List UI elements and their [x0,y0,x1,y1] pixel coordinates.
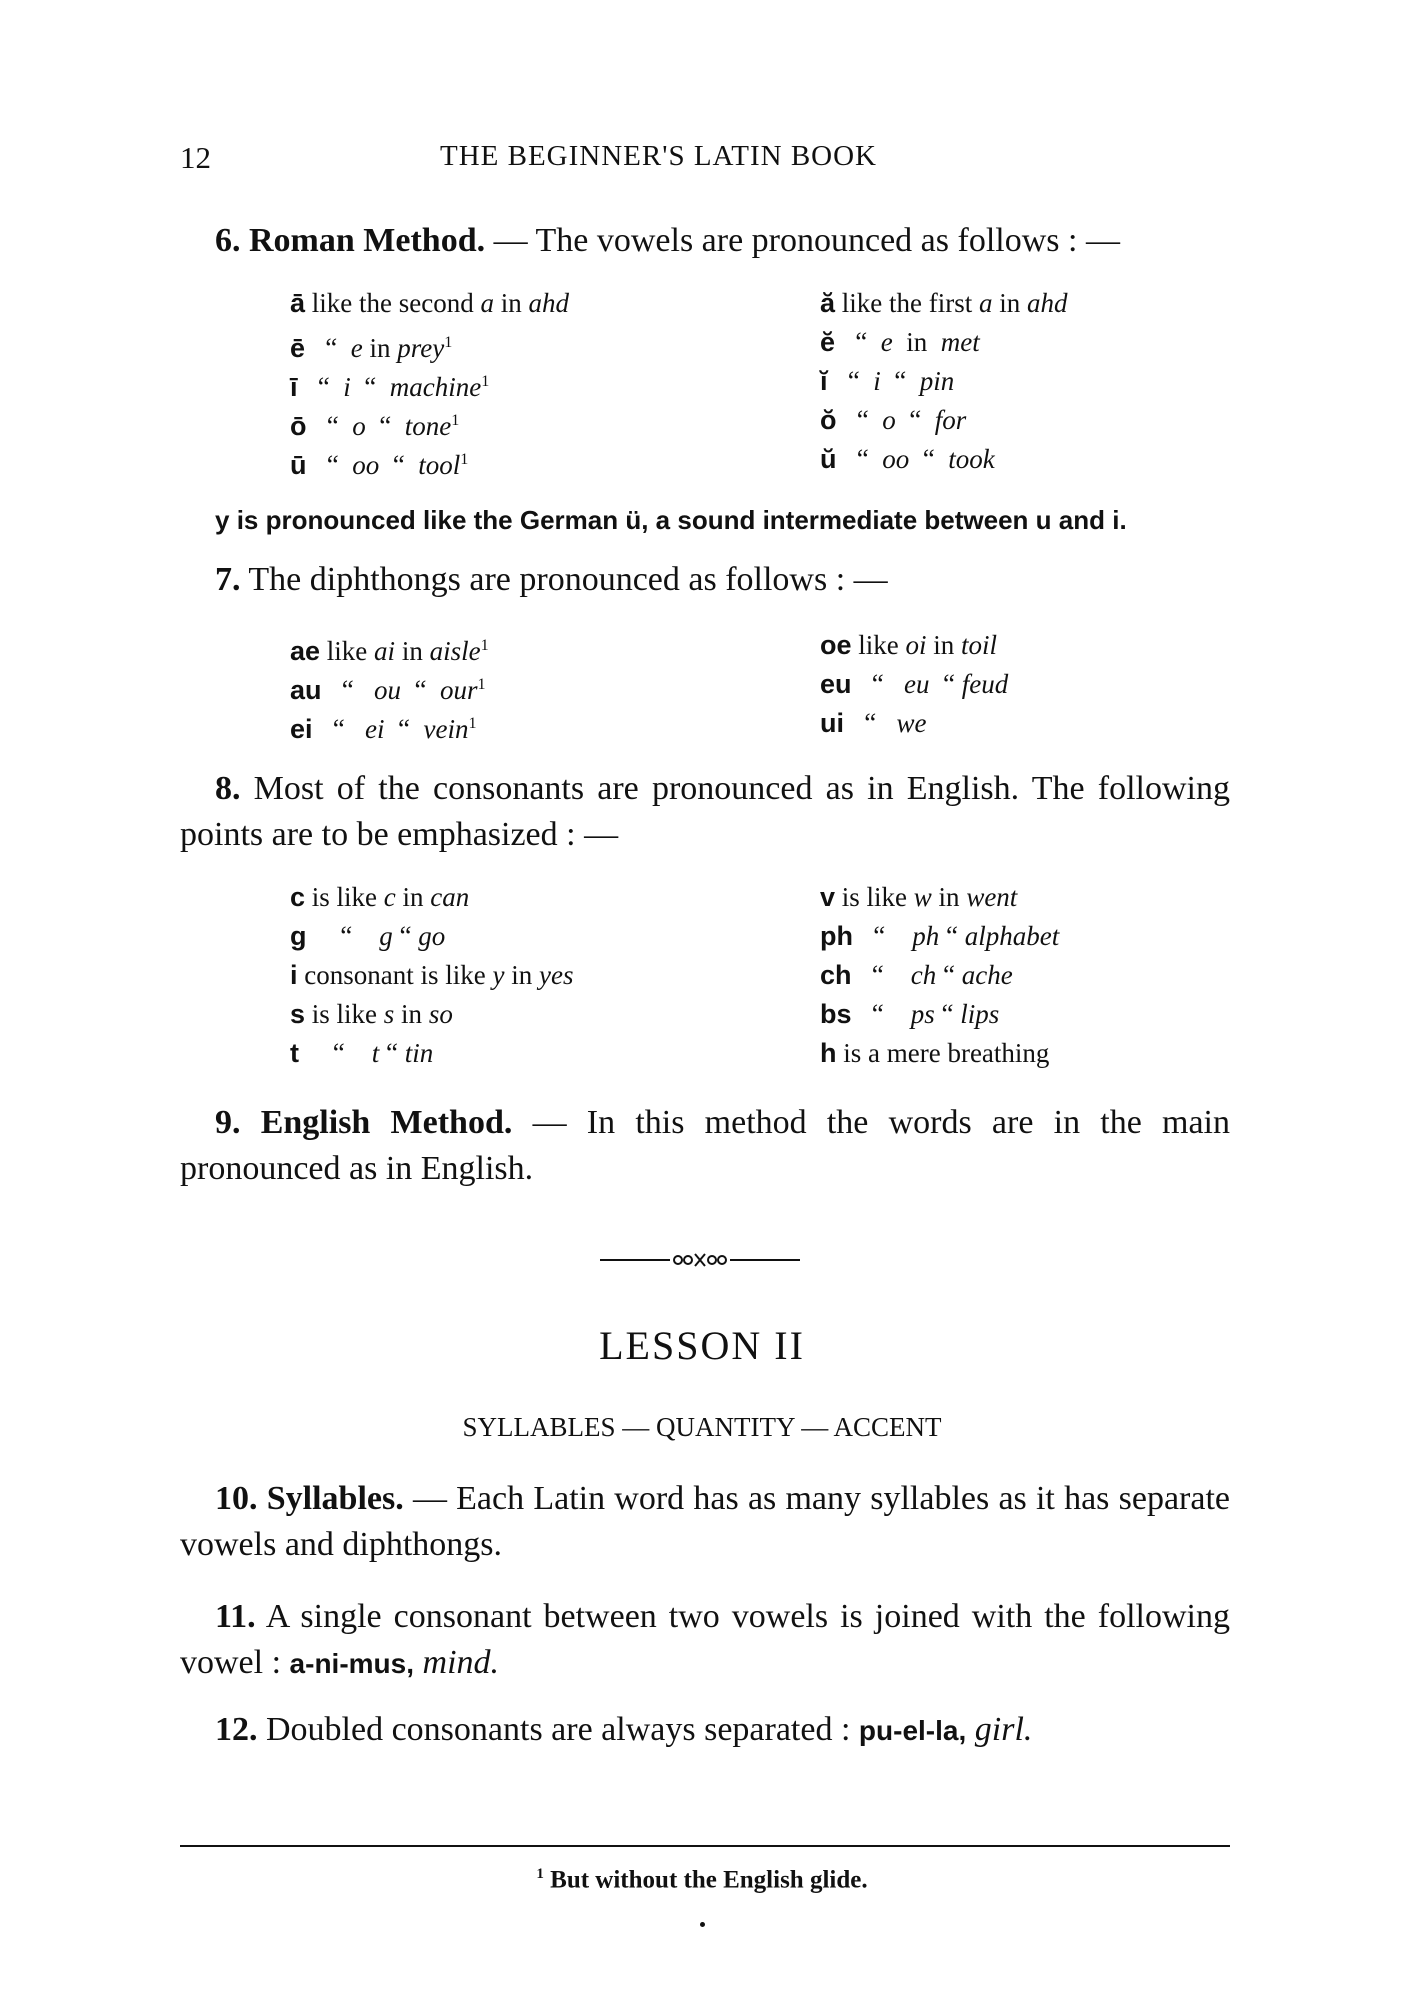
vowel-in: in [906,327,928,357]
diphthong-example: we [896,708,927,738]
consonant-example: go [418,921,446,951]
diphthong-like: “ [871,669,884,699]
footnote-ref: 1 [481,372,490,390]
vowel-like: “ [856,405,869,435]
y-note-text: is pronounced like the German [229,505,626,535]
vowel-like: like the first [841,288,973,318]
y-pronunciation-note [215,505,1127,536]
vowel-letter: e [350,333,363,363]
consonant-table-right [820,878,1059,1073]
vowel-letter: oo [352,450,380,480]
section-heading: English Method. [260,1104,513,1141]
diphthong-example: toil [961,630,998,660]
u-umlaut: ü [625,505,642,535]
vowel-example: ahd [1027,288,1068,318]
footnote-rule [180,1845,1230,1847]
section-number: 12. [215,1711,258,1748]
diphthong-sound: ai [374,636,396,666]
vowel-example: tone [404,411,452,441]
consonant-like: “ [851,999,911,1029]
y-letter: y [215,505,230,535]
vowel: ă [820,288,836,318]
section-6-paragraph [180,218,1230,264]
latin-example: a-ni-mus, [289,1648,415,1679]
consonant-example: tin [404,1038,434,1068]
diphthong: ui [820,708,844,738]
vowel-letter: i [873,366,881,396]
section-heading: Roman Method. [249,222,486,259]
consonant-example: went [966,882,1018,912]
consonant-letter: w [913,882,932,912]
consonant-like: “ [306,921,380,951]
page-dot [700,1922,705,1927]
consonant: c [290,882,306,912]
section-number: 8. [215,770,241,807]
consonant-letter: ps [910,999,935,1029]
consonant-in: “ [379,1038,405,1068]
diphthong-like: “ [332,714,345,744]
vowel: ŭ [820,444,837,474]
english-gloss: girl. [974,1711,1033,1748]
diphthong-example: our [439,675,478,705]
consonant-letter: s [383,999,395,1029]
diphthong-table-right [820,626,1008,743]
section-number: 11. [215,1598,256,1635]
diphthong-in: “ [398,714,410,744]
section-text: Doubled consonants are always separated : [257,1711,859,1748]
footnote-ref: 1 [451,411,460,429]
consonant-letter: g [379,921,393,951]
diphthong-example: feud [961,669,1009,699]
vowel-letter: e [880,327,893,357]
section-text: — Each Latin word has as many syllables as it has separate vowels and diphthongs. [180,1480,1231,1563]
consonant-like: “ [851,960,911,990]
vowel-example: ahd [528,288,569,318]
vowel-letter: a [480,288,494,318]
consonant-in: in [931,882,967,912]
section-11-paragraph [180,1594,1230,1687]
consonant-like: is like [305,999,384,1029]
y-note-rest: , a sound intermediate between [641,505,1036,535]
consonant: v [820,882,836,912]
lesson-title: LESSON II [599,1323,805,1368]
vowel-like: “ [855,327,868,357]
vowel-in: “ [364,372,377,402]
vowel-in: “ [392,450,405,480]
vowel-letter: oo [882,444,910,474]
consonant-example: can [430,882,470,912]
section-9-paragraph [180,1100,1230,1192]
diphthong-in: in [933,630,955,660]
diphthong: oe [820,630,852,660]
consonant: h [820,1038,837,1068]
vowel: ō [290,411,307,441]
section-number: 10. [215,1480,258,1517]
consonant-example: so [428,999,453,1029]
section-12-paragraph [180,1707,1230,1754]
u-letter: u [1035,505,1052,535]
vowel-letter: a [979,288,993,318]
section-heading: Syllables. [266,1480,404,1517]
footnote-ref: 1 [460,450,469,468]
english-gloss: mind. [422,1644,500,1681]
latin-example: pu-el-la, [858,1715,967,1746]
vowel: ĭ [820,366,828,396]
consonant-in: “ [939,921,965,951]
footnote [0,1866,1404,1894]
diphthong-sound: ou [374,675,401,705]
vowel-letter: o [352,411,366,441]
vowel-in: in [500,288,522,318]
consonant-like: is a mere breathing [836,1038,1050,1068]
footnote-ref: 1 [444,333,453,351]
diphthong: au [290,675,322,705]
i-letter: i [1112,505,1120,535]
vowel-example: machine [389,372,482,402]
vowel-in: “ [894,366,907,396]
consonant-in: “ [392,921,419,951]
long-vowel-table [290,284,569,479]
vowel: ē [290,333,306,363]
vowel-like: “ [847,366,860,396]
consonant: i [290,960,298,990]
footnote-text: But without the English glide. [543,1866,868,1894]
section-text: — The vowels are pronounced as follows : — [485,222,1120,259]
vowel-in: “ [922,444,935,474]
short-vowel-table [820,284,1068,479]
vowel: ū [290,450,307,480]
diphthong-sound: oi [905,630,927,660]
vowel-example: tool [418,450,461,480]
section-7-paragraph [180,557,1230,603]
diphthong-example: vein [423,714,469,744]
vowel-like: like the second [311,288,474,318]
consonant-example: yes [539,960,574,990]
consonant-in: in [395,882,431,912]
diphthong: eu [820,669,852,699]
section-10-paragraph [180,1476,1230,1568]
diphthong-in: in [401,636,423,666]
consonant-in: in [394,999,429,1029]
diphthong-like: “ [864,708,877,738]
vowel-letter: i [343,372,351,402]
diphthong-table-left [290,626,489,743]
consonant-example: ache [961,960,1013,990]
consonant: ph [820,921,853,951]
consonant-example: alphabet [964,921,1060,951]
consonant-letter: ch [910,960,937,990]
consonant-in: in [504,960,539,990]
section-8-paragraph [180,766,1230,858]
diphthong-like: “ [341,675,354,705]
vowel-like: “ [856,444,869,474]
vowel-example: took [948,444,995,474]
section-number: 9. [215,1104,241,1141]
vowel-letter: o [882,405,896,435]
vowel-like: “ [326,411,339,441]
diphthong-in: “ [414,675,427,705]
running-title: THE BEGINNER'S LATIN BOOK [440,140,878,172]
consonant: ch [820,960,852,990]
consonant-like: “ [853,921,913,951]
diphthong-like: like [858,630,899,660]
and-word: and [1051,505,1113,535]
section-number: 6. [215,222,241,259]
vowel-like: “ [326,450,339,480]
vowel: ĕ [820,327,836,357]
footnote-ref: 1 [477,675,486,693]
diphthong-like: like [326,636,368,666]
vowel: ī [290,372,298,402]
consonant-like: consonant is like [297,960,493,990]
consonant-letter: c [383,882,396,912]
vowel-like: “ [317,372,330,402]
vowel-example: met [940,327,980,357]
consonant: bs [820,999,852,1029]
vowel-in: “ [909,405,922,435]
consonant-in: “ [936,960,962,990]
consonant-like: is like [305,882,384,912]
vowel-in: in [369,333,391,363]
diphthong: ae [290,636,321,666]
consonant-like: is like [835,882,914,912]
consonant: g [290,921,307,951]
consonant: t [290,1038,299,1068]
consonant-letter: t [371,1038,380,1068]
ornament-divider [600,1250,800,1270]
section-text: Most of the consonants are pronounced as in English. The following points are to be emphasized : — [180,770,1230,853]
vowel-in: in [999,288,1021,318]
consonant-example: lips [960,999,1000,1029]
section-text: The diphthongs are pronounced as follows : — [240,561,888,598]
diphthong-in: “ [942,669,955,699]
consonant: s [290,999,306,1029]
diphthong-sound: eu [904,669,930,699]
vowel-example: prey [397,333,445,363]
consonant-like: “ [299,1038,372,1068]
consonant-letter: ph [912,921,940,951]
footnote-ref: 1 [480,636,489,654]
diphthong-sound: ei [365,714,385,744]
diphthong: ei [290,714,313,744]
consonant-letter: y [492,960,505,990]
section-text: A single consonant between two vowels is joined with the following vowel : [180,1598,1230,1681]
period: . [1119,505,1127,535]
vowel-example: for [934,405,967,435]
page-number: 12 [180,140,211,175]
section-number: 7. [215,561,241,598]
footnote-mark: 1 [536,1866,544,1882]
vowel: ā [290,288,306,318]
vowel: ŏ [820,405,837,435]
vowel-like: “ [325,333,338,363]
lesson-subtitle: SYLLABLES — QUANTITY — ACCENT [462,1412,942,1442]
diphthong-example: aisle [429,636,481,666]
vowel-in: “ [379,411,392,441]
consonant-table-left [290,878,573,1073]
section-text: — In this method the words are in the main pronounced as in English. [180,1104,1231,1187]
vowel-example: pin [919,366,955,396]
consonant-in: “ [934,999,961,1029]
footnote-ref: 1 [468,714,477,732]
